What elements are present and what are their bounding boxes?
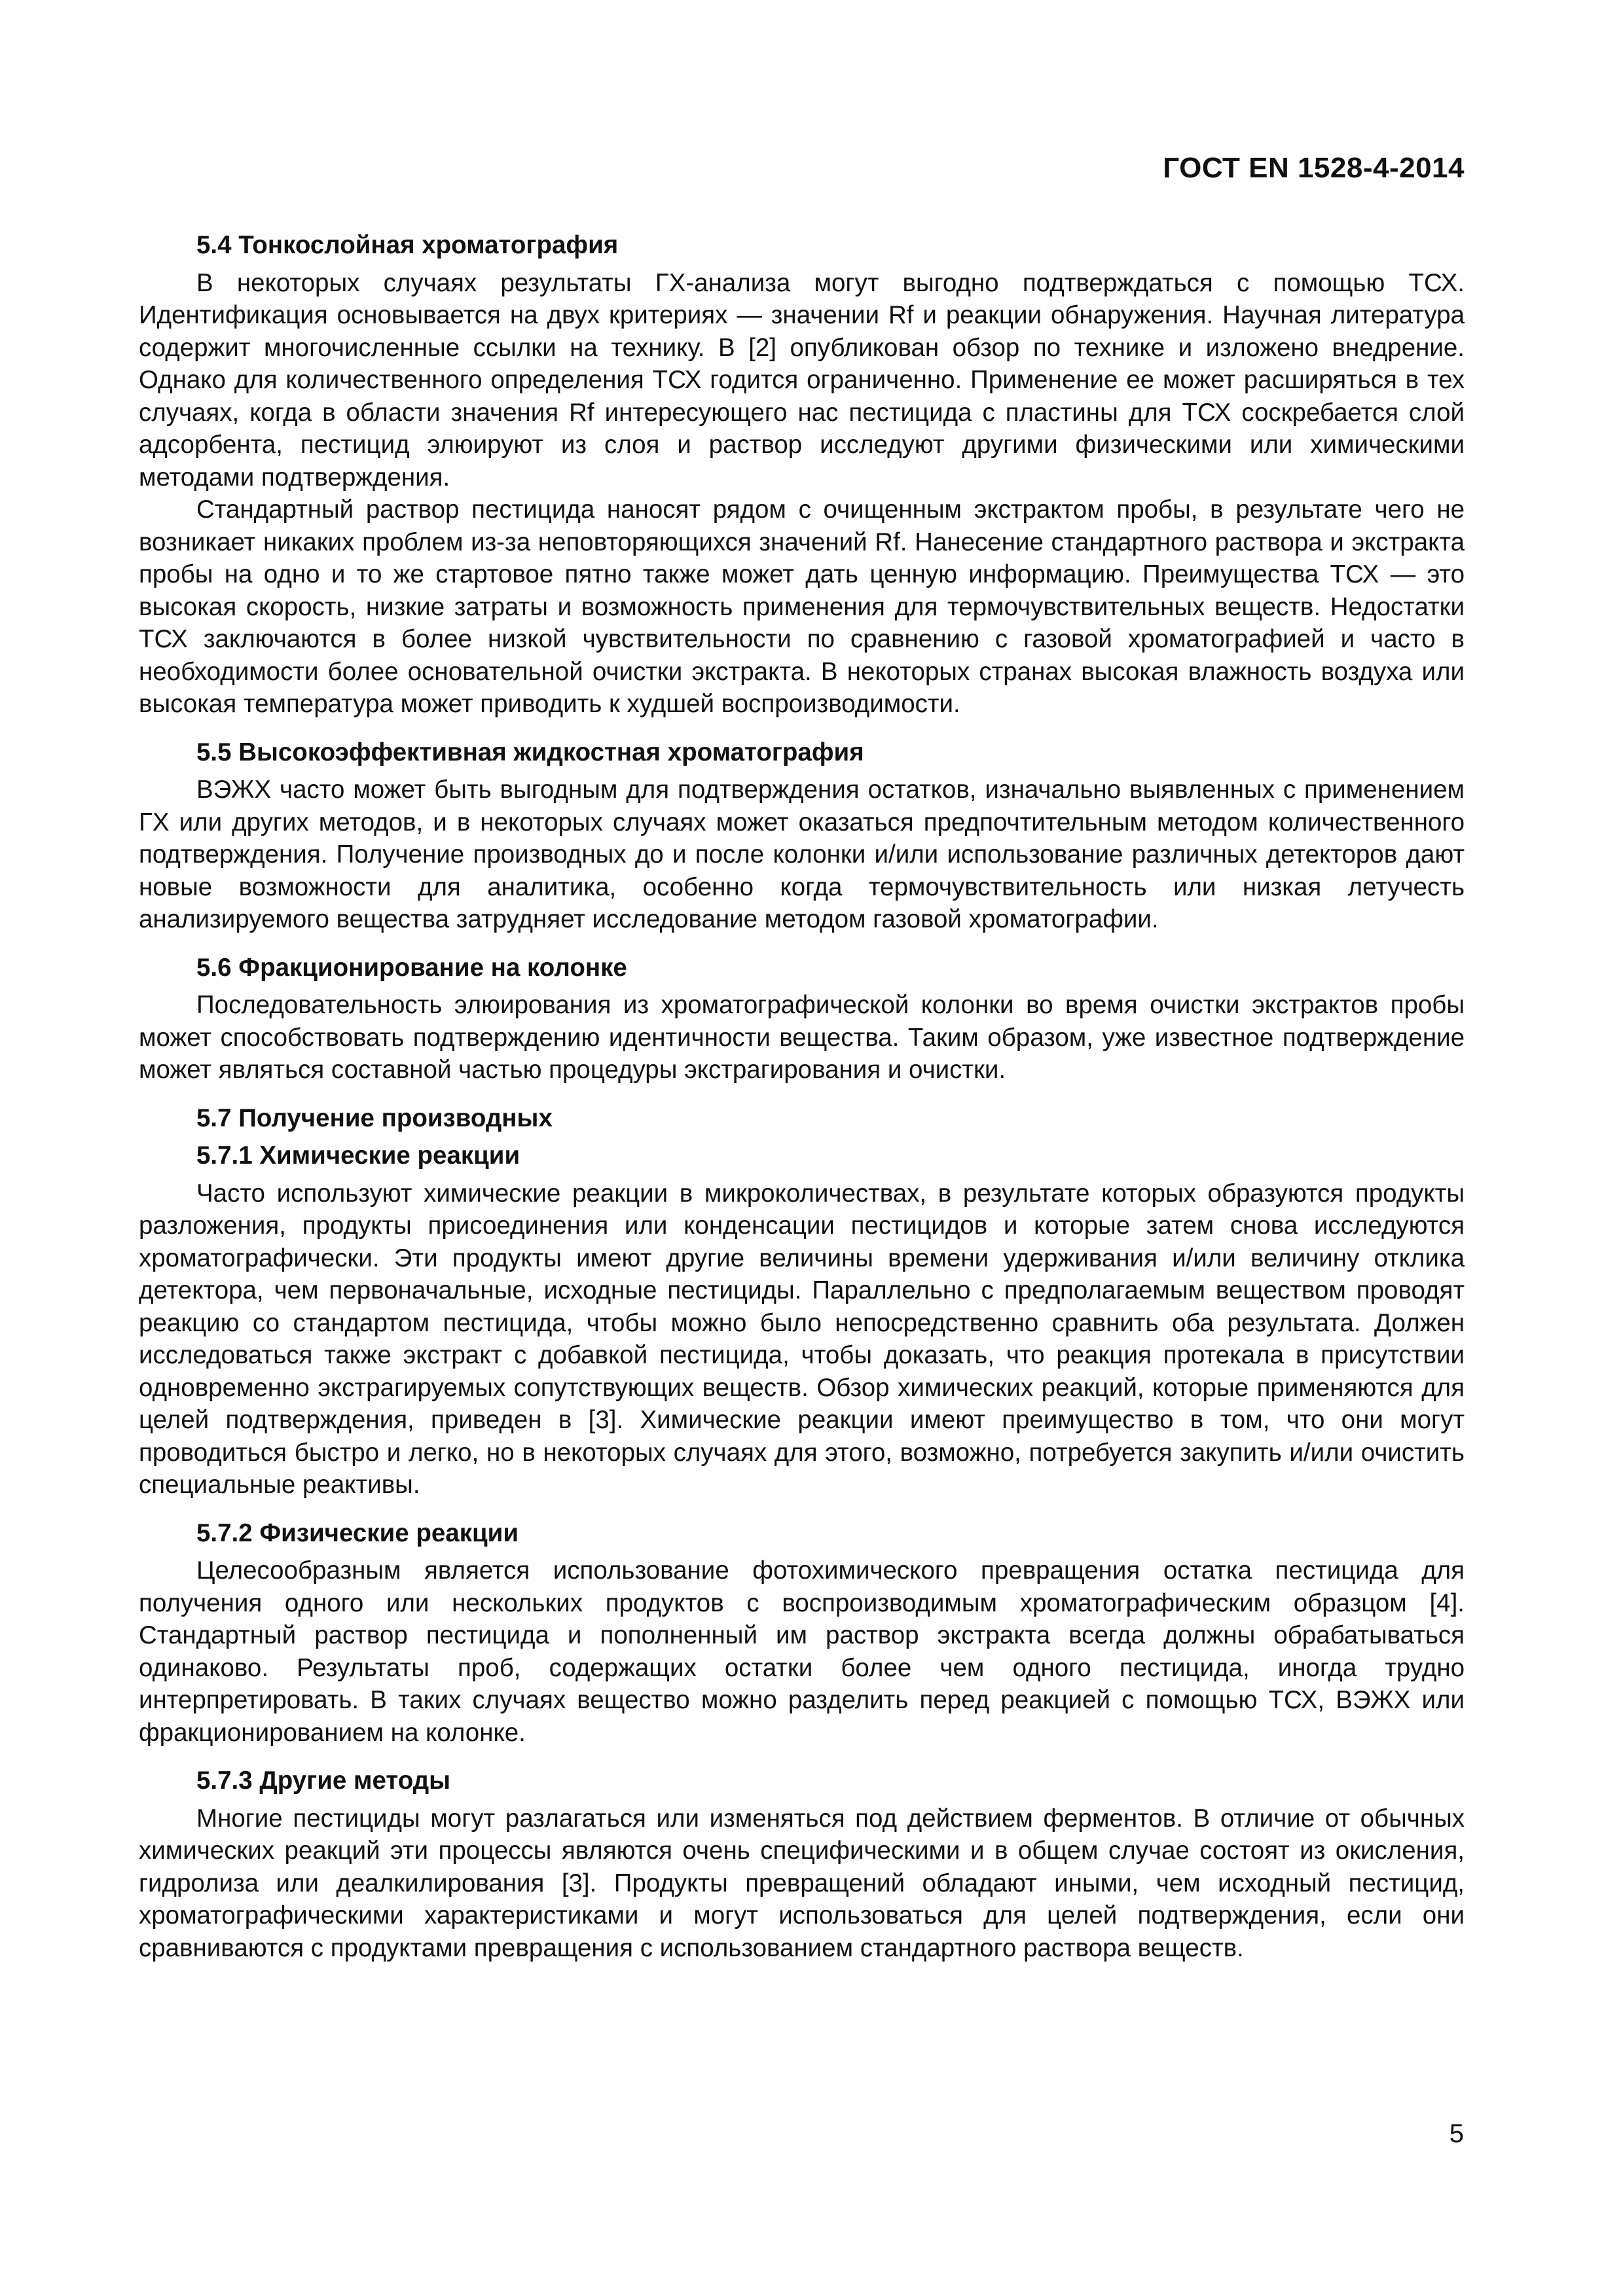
- paragraph: В некоторых случаях результаты ГХ-анализа могут выгодно подтверждаться с помощью ТСХ. Идентификация основывается на двух критериях — значении Rf и реакции обнаружения. Научная литература содержит многочисленные ссылки на технику. В [2] опубликован обзор по технике и изложено внедрение. Однако для количественного определения ТСХ годится ограниченно. Применение ее может расширяться в тех случаях, когда в области значения Rf интересующего нас пестицида с пластины для ТСХ соскребается слой адсорбента, пестицид элюируют из слоя и раствор исследуют другими физическими или химическими методами подтверждения.: [139, 268, 1465, 492]
- document-code-header: ГОСТ EN 1528-4-2014: [1163, 152, 1465, 184]
- page-number: 5: [1449, 2119, 1464, 2148]
- subsection-heading: 5.7.3 Другие методы: [196, 1767, 451, 1795]
- paragraph: Стандартный раствор пестицида наносят рядом с очищенным экстрактом пробы, в результате чего не возникает никаких проблем из-за неповторяющихся значений Rf. Нанесение стандартного раствора и экстракта пробы на одно и то же стартовое пятно также может дать ценную информацию. Преимущества ТСХ — это высокая скорость, низкие затраты и возможность применения для термочувствительных веществ. Недостатки ТСХ заключаются в более низкой чувствительности по сравнению с газовой хроматографией и часто в необходимости более основательной очистки экстракта. В некоторых странах высокая влажность воздуха или высокая температура может приводить к худшей воспроизводимости.: [139, 495, 1465, 718]
- paragraph: Часто используют химические реакции в микроколичествах, в результате которых образуются продукты разложения, продукты присоединения или конденсации пестицидов и которые затем снова исследуются хроматографически. Эти продукты имеют другие величины времени удерживания и/или величину отклика детектора, чем первоначальные, исходные пестициды. Параллельно с предполагаемым веществом проводят реакцию со стандартом пестицида, чтобы можно было непосредственно сравнить оба результата. Должен исследоваться также экстракт с добавкой пестицида, чтобы доказать, что реакция протекала в присутствии одновременно экстрагируемых сопутствующих веществ. Обзор химических реакций, которые применяются для целей подтверждения, приведен в [3]. Химические реакции имеют преимущество в том, что они могут проводиться быстро и легко, но в некоторых случаях для этого, возможно, потребуется закупить и/или очистить специальные реактивы.: [139, 1179, 1465, 1499]
- subsection-heading: 5.7.2 Физические реакции: [196, 1518, 519, 1547]
- paragraph: Целесообразным является использование фотохимического превращения остатка пестицида для получения одного или нескольких продуктов с воспроизводимым хроматографическим образцом [4]. Стандартный раствор пестицида и пополненный им раствор экстракта всегда должны обрабатываться одинаково. Результаты проб, содержащих остатки более чем одного пестицида, иногда трудно интерпретировать. В таких случаях вещество можно разделить перед реакцией с помощью ТСХ, ВЭЖХ или фракционированием на колонке.: [139, 1556, 1465, 1747]
- paragraph: ВЭЖХ часто может быть выгодным для подтверждения остатков, изначально выявленных с применением ГХ или других методов, и в некоторых случаях может оказаться предпочтительным методом количественного подтверждения. Получение производных до и после колонки и/или использование различных детекторов дают новые возможности для аналитика, особенно когда термочувствительность или низкая летучесть анализируемого вещества затрудняет исследование методом газовой хроматографии.: [139, 776, 1465, 933]
- section-heading: 5.6 Фракционирование на колонке: [196, 953, 627, 982]
- section-heading: 5.4 Тонкослойная хроматография: [196, 231, 619, 259]
- subsection-heading: 5.7.1 Химические реакции: [196, 1141, 520, 1170]
- document-body: [139, 229, 1465, 1964]
- section-heading: 5.5 Высокоэффективная жидкостная хроматография: [196, 738, 864, 766]
- paragraph: Многие пестициды могут разлагаться или изменяться под действием ферментов. В отличие от обычных химических реакций эти процессы являются очень специфическими и в общем случае состоят из окисления, гидролиза или деалкилирования [3]. Продукты превращений обладают иными, чем исходный пестицид, хроматографическими характеристиками и могут использоваться для целей подтверждения, если они сравниваются с продуктами превращения с использованием стандартного раствора веществ.: [139, 1804, 1465, 1962]
- section-heading: 5.7 Получение производных: [196, 1103, 553, 1132]
- paragraph: Последовательность элюирования из хроматографической колонки во время очистки экстрактов пробы может способствовать подтверждению идентичности вещества. Таким образом, уже известное подтверждение может являться составной частью процедуры экстрагирования и очистки.: [139, 991, 1465, 1084]
